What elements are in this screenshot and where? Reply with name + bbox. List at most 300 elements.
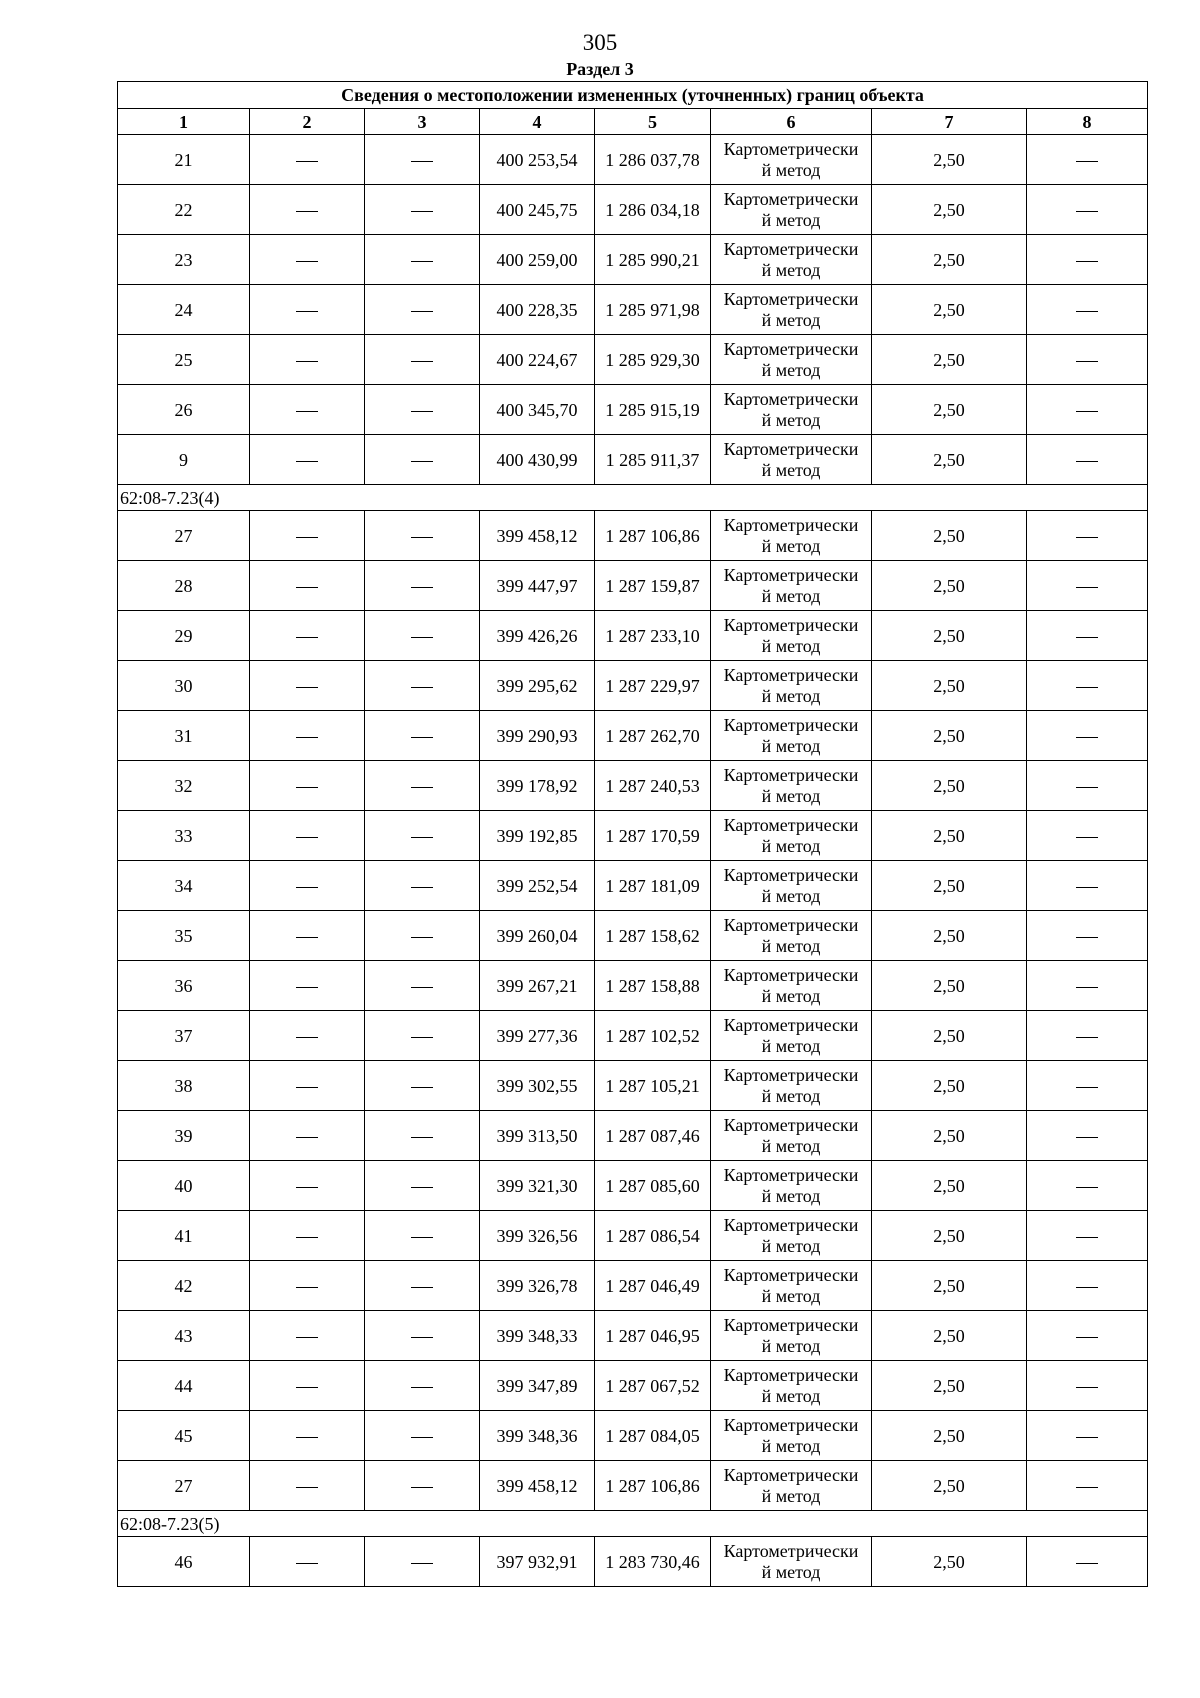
accuracy-cell: 2,50: [872, 1061, 1027, 1111]
method-cell: [711, 135, 872, 185]
y-coordinate-cell: 1 287 084,05: [595, 1411, 711, 1461]
method-line-2: й метод: [761, 459, 821, 480]
em-dash: [411, 937, 433, 938]
column-2-cell: [250, 961, 365, 1011]
method-cell: [711, 1361, 872, 1411]
column-2-cell: [250, 1061, 365, 1111]
em-dash: [296, 1387, 318, 1388]
method-cell: [711, 335, 872, 385]
y-coordinate-cell: 1 287 085,60: [595, 1161, 711, 1211]
em-dash: [296, 1037, 318, 1038]
em-dash: [411, 987, 433, 988]
y-coordinate-cell: 1 287 046,49: [595, 1261, 711, 1311]
accuracy-cell: 2,50: [872, 1311, 1027, 1361]
method-cell: [711, 1261, 872, 1311]
column-8-cell: [1027, 661, 1148, 711]
method-cell: [711, 811, 872, 861]
table-row: [118, 1361, 1148, 1411]
method-cell: [711, 561, 872, 611]
y-coordinate-cell: 1 285 915,19: [595, 385, 711, 435]
column-3-cell: [365, 335, 480, 385]
column-8-cell: [1027, 235, 1148, 285]
column-8-cell: [1027, 561, 1148, 611]
em-dash: [1076, 1037, 1098, 1038]
column-8-cell: [1027, 1537, 1148, 1587]
em-dash: [1076, 1137, 1098, 1138]
method-cell: [711, 235, 872, 285]
accuracy-cell: 2,50: [872, 185, 1027, 235]
em-dash: [411, 261, 433, 262]
method-line-2: й метод: [761, 635, 821, 656]
table-row: [118, 811, 1148, 861]
x-coordinate-cell: 400 224,67: [480, 335, 595, 385]
em-dash: [1076, 311, 1098, 312]
column-3-cell: [365, 1311, 480, 1361]
point-number-cell: 44: [118, 1361, 250, 1411]
method-line-2: й метод: [761, 359, 821, 380]
em-dash: [296, 937, 318, 938]
em-dash: [296, 211, 318, 212]
accuracy-cell: 2,50: [872, 1411, 1027, 1461]
em-dash: [411, 1437, 433, 1438]
method-line-1: Картометрически: [723, 1540, 859, 1561]
y-coordinate-cell: 1 287 102,52: [595, 1011, 711, 1061]
accuracy-cell: 2,50: [872, 1111, 1027, 1161]
em-dash: [1076, 411, 1098, 412]
column-number: 8: [1027, 109, 1148, 135]
method-line-2: й метод: [761, 535, 821, 556]
em-dash: [296, 587, 318, 588]
column-8-cell: [1027, 1411, 1148, 1461]
column-3-cell: [365, 185, 480, 235]
x-coordinate-cell: 399 192,85: [480, 811, 595, 861]
em-dash: [1076, 1187, 1098, 1188]
method-line-2: й метод: [761, 1335, 821, 1356]
x-coordinate-cell: 399 321,30: [480, 1161, 595, 1211]
column-3-cell: [365, 435, 480, 485]
em-dash: [296, 411, 318, 412]
method-line-1: Картометрически: [723, 914, 859, 935]
em-dash: [1076, 837, 1098, 838]
em-dash: [411, 461, 433, 462]
column-3-cell: [365, 285, 480, 335]
column-2-cell: [250, 1537, 365, 1587]
y-coordinate-cell: 1 285 911,37: [595, 435, 711, 485]
method-line-2: й метод: [761, 1385, 821, 1406]
column-2-cell: [250, 611, 365, 661]
method-line-1: Картометрически: [723, 188, 859, 209]
y-coordinate-cell: 1 287 067,52: [595, 1361, 711, 1411]
em-dash: [296, 1563, 318, 1564]
column-3-cell: [365, 561, 480, 611]
column-8-cell: [1027, 511, 1148, 561]
method-cell: [711, 185, 872, 235]
point-number-cell: 37: [118, 1011, 250, 1061]
em-dash: [411, 1237, 433, 1238]
x-coordinate-cell: 399 313,50: [480, 1111, 595, 1161]
point-number-cell: 27: [118, 511, 250, 561]
method-line-1: Картометрически: [723, 238, 859, 259]
column-2-cell: [250, 1361, 365, 1411]
em-dash: [1076, 587, 1098, 588]
column-8-cell: [1027, 385, 1148, 435]
y-coordinate-cell: 1 287 240,53: [595, 761, 711, 811]
group-label-row: [118, 1511, 1148, 1537]
table-row: [118, 435, 1148, 485]
column-8-cell: [1027, 1061, 1148, 1111]
em-dash: [296, 787, 318, 788]
column-8-cell: [1027, 811, 1148, 861]
em-dash: [296, 1237, 318, 1238]
x-coordinate-cell: 399 348,36: [480, 1411, 595, 1461]
em-dash: [296, 687, 318, 688]
column-8-cell: [1027, 711, 1148, 761]
point-number-cell: 26: [118, 385, 250, 435]
method-cell: [711, 1211, 872, 1261]
x-coordinate-cell: 399 267,21: [480, 961, 595, 1011]
column-3-cell: [365, 1361, 480, 1411]
em-dash: [1076, 161, 1098, 162]
table-row: [118, 1061, 1148, 1111]
column-8-cell: [1027, 1461, 1148, 1511]
em-dash: [296, 1137, 318, 1138]
y-coordinate-cell: 1 287 181,09: [595, 861, 711, 911]
point-number-cell: 40: [118, 1161, 250, 1211]
point-number-cell: 32: [118, 761, 250, 811]
em-dash: [1076, 1287, 1098, 1288]
column-8-cell: [1027, 611, 1148, 661]
column-2-cell: [250, 335, 365, 385]
accuracy-cell: 2,50: [872, 435, 1027, 485]
column-2-cell: [250, 911, 365, 961]
y-coordinate-cell: 1 287 105,21: [595, 1061, 711, 1111]
column-3-cell: [365, 1261, 480, 1311]
em-dash: [411, 1137, 433, 1138]
y-coordinate-cell: 1 287 106,86: [595, 511, 711, 561]
em-dash: [411, 537, 433, 538]
em-dash: [1076, 261, 1098, 262]
table-row: [118, 861, 1148, 911]
y-coordinate-cell: 1 287 233,10: [595, 611, 711, 661]
em-dash: [411, 361, 433, 362]
method-line-2: й метод: [761, 1135, 821, 1156]
point-number-cell: 39: [118, 1111, 250, 1161]
em-dash: [1076, 461, 1098, 462]
method-line-2: й метод: [761, 1235, 821, 1256]
point-number-cell: 30: [118, 661, 250, 711]
column-3-cell: [365, 611, 480, 661]
y-coordinate-cell: 1 285 990,21: [595, 235, 711, 285]
em-dash: [411, 1337, 433, 1338]
em-dash: [411, 1287, 433, 1288]
column-2-cell: [250, 661, 365, 711]
method-cell: [711, 1011, 872, 1061]
method-cell: [711, 1161, 872, 1211]
em-dash: [411, 1187, 433, 1188]
y-coordinate-cell: 1 287 159,87: [595, 561, 711, 611]
em-dash: [411, 837, 433, 838]
em-dash: [411, 1563, 433, 1564]
em-dash: [411, 311, 433, 312]
column-number: 1: [118, 109, 250, 135]
column-8-cell: [1027, 285, 1148, 335]
table-row: [118, 1011, 1148, 1061]
column-2-cell: [250, 185, 365, 235]
method-line-1: Картометрически: [723, 614, 859, 635]
point-number-cell: 25: [118, 335, 250, 385]
method-cell: [711, 911, 872, 961]
x-coordinate-cell: 399 295,62: [480, 661, 595, 711]
em-dash: [411, 161, 433, 162]
method-line-1: Картометрически: [723, 1114, 859, 1135]
method-line-1: Картометрически: [723, 814, 859, 835]
method-line-1: Картометрически: [723, 338, 859, 359]
table-row: [118, 1411, 1148, 1461]
method-cell: [711, 761, 872, 811]
column-2-cell: [250, 811, 365, 861]
column-3-cell: [365, 711, 480, 761]
column-number: 3: [365, 109, 480, 135]
method-line-1: Картометрически: [723, 1414, 859, 1435]
em-dash: [1076, 637, 1098, 638]
column-3-cell: [365, 1211, 480, 1261]
column-8-cell: [1027, 861, 1148, 911]
em-dash: [296, 887, 318, 888]
em-dash: [411, 687, 433, 688]
method-line-1: Картометрически: [723, 514, 859, 535]
method-line-1: Картометрически: [723, 714, 859, 735]
group-label: 62:08-7.23(5): [118, 1511, 1148, 1537]
table-row: [118, 1311, 1148, 1361]
accuracy-cell: 2,50: [872, 335, 1027, 385]
column-2-cell: [250, 435, 365, 485]
method-cell: [711, 1111, 872, 1161]
method-line-1: Картометрически: [723, 138, 859, 159]
method-line-2: й метод: [761, 935, 821, 956]
column-8-cell: [1027, 961, 1148, 1011]
em-dash: [411, 411, 433, 412]
method-cell: [711, 661, 872, 711]
accuracy-cell: 2,50: [872, 1261, 1027, 1311]
em-dash: [411, 1387, 433, 1388]
accuracy-cell: 2,50: [872, 285, 1027, 335]
accuracy-cell: 2,50: [872, 1161, 1027, 1211]
x-coordinate-cell: 400 253,54: [480, 135, 595, 185]
column-3-cell: [365, 661, 480, 711]
column-3-cell: [365, 1061, 480, 1111]
y-coordinate-cell: 1 285 929,30: [595, 335, 711, 385]
method-cell: [711, 285, 872, 335]
method-line-2: й метод: [761, 159, 821, 180]
y-coordinate-cell: 1 287 229,97: [595, 661, 711, 711]
x-coordinate-cell: 399 277,36: [480, 1011, 595, 1061]
x-coordinate-cell: 400 228,35: [480, 285, 595, 335]
column-8-cell: [1027, 911, 1148, 961]
table-caption: Сведения о местоположении измененных (уточненных) границ объекта: [118, 82, 1148, 109]
em-dash: [1076, 537, 1098, 538]
accuracy-cell: 2,50: [872, 1537, 1027, 1587]
point-number-cell: 22: [118, 185, 250, 235]
y-coordinate-cell: 1 287 170,59: [595, 811, 711, 861]
x-coordinate-cell: 399 348,33: [480, 1311, 595, 1361]
point-number-cell: 46: [118, 1537, 250, 1587]
point-number-cell: 41: [118, 1211, 250, 1261]
method-line-2: й метод: [761, 785, 821, 806]
column-2-cell: [250, 511, 365, 561]
column-2-cell: [250, 861, 365, 911]
x-coordinate-cell: 399 178,92: [480, 761, 595, 811]
method-line-2: й метод: [761, 1561, 821, 1582]
accuracy-cell: 2,50: [872, 511, 1027, 561]
table-row: [118, 285, 1148, 335]
y-coordinate-cell: 1 287 158,62: [595, 911, 711, 961]
y-coordinate-cell: 1 287 046,95: [595, 1311, 711, 1361]
column-8-cell: [1027, 1111, 1148, 1161]
table-row: [118, 511, 1148, 561]
method-line-2: й метод: [761, 1285, 821, 1306]
method-line-2: й метод: [761, 1485, 821, 1506]
em-dash: [1076, 211, 1098, 212]
em-dash: [296, 1187, 318, 1188]
column-3-cell: [365, 911, 480, 961]
x-coordinate-cell: 400 345,70: [480, 385, 595, 435]
em-dash: [411, 1087, 433, 1088]
table-row: [118, 135, 1148, 185]
em-dash: [411, 887, 433, 888]
point-number-cell: 38: [118, 1061, 250, 1111]
column-2-cell: [250, 761, 365, 811]
y-coordinate-cell: 1 286 037,78: [595, 135, 711, 185]
method-cell: [711, 1537, 872, 1587]
column-3-cell: [365, 385, 480, 435]
column-numbers-row: [118, 109, 1148, 135]
point-number-cell: 36: [118, 961, 250, 1011]
em-dash: [1076, 361, 1098, 362]
column-3-cell: [365, 511, 480, 561]
em-dash: [1076, 787, 1098, 788]
point-number-cell: 23: [118, 235, 250, 285]
method-cell: [711, 1311, 872, 1361]
method-cell: [711, 1061, 872, 1111]
em-dash: [1076, 1563, 1098, 1564]
table-row: [118, 561, 1148, 611]
x-coordinate-cell: 399 347,89: [480, 1361, 595, 1411]
x-coordinate-cell: 399 458,12: [480, 511, 595, 561]
accuracy-cell: 2,50: [872, 961, 1027, 1011]
column-3-cell: [365, 1161, 480, 1211]
em-dash: [296, 537, 318, 538]
em-dash: [1076, 1437, 1098, 1438]
method-line-1: Картометрически: [723, 388, 859, 409]
table-row: [118, 711, 1148, 761]
method-cell: [711, 961, 872, 1011]
column-8-cell: [1027, 135, 1148, 185]
method-cell: [711, 861, 872, 911]
method-line-2: й метод: [761, 1185, 821, 1206]
point-number-cell: 34: [118, 861, 250, 911]
point-number-cell: 24: [118, 285, 250, 335]
group-label-row: [118, 485, 1148, 511]
column-8-cell: [1027, 1311, 1148, 1361]
method-line-1: Картометрически: [723, 764, 859, 785]
method-line-1: Картометрически: [723, 438, 859, 459]
column-8-cell: [1027, 1261, 1148, 1311]
x-coordinate-cell: 399 326,56: [480, 1211, 595, 1261]
em-dash: [296, 261, 318, 262]
em-dash: [411, 637, 433, 638]
column-2-cell: [250, 285, 365, 335]
method-cell: [711, 611, 872, 661]
point-number-cell: 33: [118, 811, 250, 861]
em-dash: [296, 461, 318, 462]
table-row: [118, 961, 1148, 1011]
em-dash: [411, 737, 433, 738]
em-dash: [296, 837, 318, 838]
method-line-1: Картометрически: [723, 664, 859, 685]
em-dash: [1076, 1387, 1098, 1388]
table-row: [118, 611, 1148, 661]
column-8-cell: [1027, 435, 1148, 485]
column-2-cell: [250, 1111, 365, 1161]
method-line-2: й метод: [761, 985, 821, 1006]
em-dash: [296, 1437, 318, 1438]
method-cell: [711, 1461, 872, 1511]
y-coordinate-cell: 1 287 158,88: [595, 961, 711, 1011]
method-line-1: Картометрически: [723, 1064, 859, 1085]
column-number: 4: [480, 109, 595, 135]
column-3-cell: [365, 235, 480, 285]
method-line-1: Картометрически: [723, 964, 859, 985]
x-coordinate-cell: 400 259,00: [480, 235, 595, 285]
column-8-cell: [1027, 1011, 1148, 1061]
point-number-cell: 29: [118, 611, 250, 661]
column-8-cell: [1027, 1361, 1148, 1411]
y-coordinate-cell: 1 287 086,54: [595, 1211, 711, 1261]
y-coordinate-cell: 1 287 087,46: [595, 1111, 711, 1161]
column-number: 2: [250, 109, 365, 135]
method-line-2: й метод: [761, 1435, 821, 1456]
table-row: [118, 1161, 1148, 1211]
em-dash: [296, 637, 318, 638]
method-cell: [711, 511, 872, 561]
method-cell: [711, 385, 872, 435]
y-coordinate-cell: 1 283 730,46: [595, 1537, 711, 1587]
em-dash: [1076, 687, 1098, 688]
point-number-cell: 35: [118, 911, 250, 961]
point-number-cell: 27: [118, 1461, 250, 1511]
column-8-cell: [1027, 335, 1148, 385]
x-coordinate-cell: 399 302,55: [480, 1061, 595, 1111]
x-coordinate-cell: 399 260,04: [480, 911, 595, 961]
table-row: [118, 1537, 1148, 1587]
point-number-cell: 43: [118, 1311, 250, 1361]
column-3-cell: [365, 1011, 480, 1061]
method-line-1: Картометрически: [723, 288, 859, 309]
table-row: [118, 661, 1148, 711]
method-line-2: й метод: [761, 259, 821, 280]
x-coordinate-cell: 397 932,91: [480, 1537, 595, 1587]
y-coordinate-cell: 1 287 262,70: [595, 711, 711, 761]
column-8-cell: [1027, 185, 1148, 235]
point-number-cell: 21: [118, 135, 250, 185]
column-number: 7: [872, 109, 1027, 135]
accuracy-cell: 2,50: [872, 711, 1027, 761]
x-coordinate-cell: 400 430,99: [480, 435, 595, 485]
em-dash: [411, 787, 433, 788]
table-row: [118, 1111, 1148, 1161]
table-row: [118, 185, 1148, 235]
method-line-1: Картометрически: [723, 1214, 859, 1235]
